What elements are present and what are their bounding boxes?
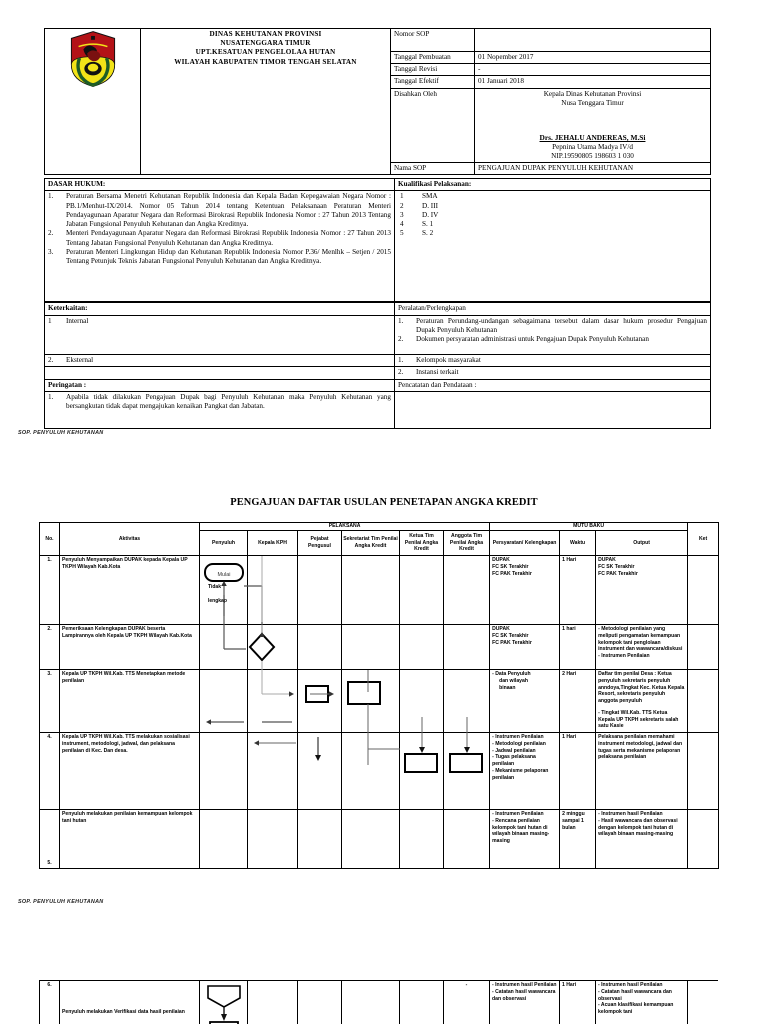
col-header-kepala-kph: Kepala KPH — [248, 530, 298, 555]
row-aktivitas: Kepala UP TKPH Wil.Kab. TTS melakukan sosialisasi instrument, metodologi, jadwal, dan pelaksana penilaian di Kec. Dan desa. — [60, 733, 200, 810]
flow-cell-pejabat-1 — [298, 556, 342, 625]
tanggal-revisi-value: - — [475, 64, 711, 76]
col-header-ket: Ket — [688, 523, 719, 556]
process-box — [342, 670, 400, 730]
flow-cell-kepala-kph-1 — [248, 556, 298, 625]
output-line: - Instrumen Penilaian — [598, 653, 650, 660]
flow-cell-kepala-kph-2 — [248, 625, 298, 670]
row-aktivitas: Pemeriksaan Kelengkapan DUPAK beserta Lampirannya oleh Kepala UP TKPH Wilayah Kab.Kota — [60, 625, 200, 670]
row-waktu: 1 hari — [560, 625, 596, 670]
nama-sop-value: PENGAJUAN DUPAK PENYULUH KEHUTANAN — [475, 163, 711, 175]
item-number: 4 — [400, 220, 404, 229]
row-waktu: 1 Hari — [560, 733, 596, 810]
process-box-small — [298, 670, 342, 730]
item-number: 2 — [400, 201, 404, 210]
sop-header-section — [44, 28, 710, 429]
dasar-hukum-item — [48, 229, 391, 247]
output-line: Pelaksana penilaian memahami instrument metodologi, jadwal dan tugas serta mekanisme pelaporan pelaksana penilaian — [598, 734, 683, 761]
flow-cell-sekretariat-1 — [342, 556, 400, 625]
flow-cell-penyuluh-3 — [200, 670, 248, 733]
peralatan-title: Peralatan/Perlengkapan — [395, 303, 711, 315]
item-number: 2. — [398, 335, 404, 344]
col-header-output: Output — [596, 530, 688, 555]
row-ket — [688, 625, 719, 670]
flowchart-table-page3 — [39, 980, 718, 1024]
keterkaitan-table — [44, 302, 711, 429]
persyaratan-line: - Instrumen Penilaian — [492, 734, 544, 741]
flow-cell-sekretariat-4 — [342, 733, 400, 810]
keterkaitan-internal — [45, 315, 395, 354]
col-header-sekretariat-tim: Sekretariat Tim Penilai Angka Kredit — [342, 530, 400, 555]
flow-cell-ketua-2 — [400, 625, 444, 670]
row-waktu: 2 Hari — [560, 670, 596, 733]
kualifikasi-list — [395, 191, 711, 302]
row-no: 1. — [40, 556, 60, 625]
output-line: - Acuan klasifikasi kemampuan kelompok tani — [598, 1002, 674, 1016]
flow-cell-anggota-1 — [444, 556, 490, 625]
item-number: 2. — [48, 355, 54, 364]
pengesah-nip: NIP.19590805 198603 1 030 — [551, 151, 634, 160]
flow-cell-pejabat-5 — [298, 810, 342, 869]
kualifikasi-item — [398, 192, 707, 201]
flow-cell-ketua-5 — [400, 810, 444, 869]
row-aktivitas: Penyuluh Menyampaikan DUPAK kepada Kepala UP TKPH Wilayah Kab.Kota — [60, 556, 200, 625]
pengesah-jabatan-2: Nusa Tenggara Timur — [561, 98, 624, 107]
dasar-hukum-list — [45, 191, 395, 302]
row-waktu: 1 Hari — [560, 556, 596, 625]
flow-cell-sekretariat-3 — [342, 670, 400, 733]
flow-cell-pejabat-4 — [298, 733, 342, 810]
item-text: D. III — [422, 201, 438, 210]
flow-cell-kepala-kph-4 — [248, 733, 298, 810]
flow-cell-pejabat-3 — [298, 670, 342, 733]
flow-cell-anggota-6: - — [444, 981, 490, 1024]
peringatan-list — [45, 392, 395, 429]
row-ket — [688, 810, 719, 869]
item-number: 2. — [48, 229, 54, 238]
flow-cell-kepala-kph-3 — [248, 670, 298, 733]
flow-cell-anggota-4 — [444, 733, 490, 810]
pencatatan-title: Pencatatan dan Pendataan : — [395, 379, 711, 391]
item-number: 1 — [400, 192, 404, 201]
col-header-aktivitas: Aktivitas — [60, 523, 200, 556]
persyaratan-line: - Instrumen Penilaian — [492, 811, 544, 818]
kualifikasi-item — [398, 229, 707, 238]
dasar-hukum-item — [48, 192, 391, 229]
keterkaitan-eksternal — [45, 354, 395, 366]
flow-cell-anggota-5 — [444, 810, 490, 869]
instansi-line-4: WILAYAH KABUPATEN TIMOR TENGAH SELATAN — [174, 57, 357, 66]
persyaratan-line: - Metodologi penilaian — [492, 740, 546, 747]
table-row — [40, 556, 719, 625]
item-text: Menteri Pendayagunaan Aparatur Negara dan Reformasi Birokrasi Republik Indonesia Nomor : 27 Tahun 2013 Tentang Jabatan Fungsional Penyuluh Kehutanan dan Angka Kreditnya. — [66, 229, 391, 247]
table-row — [40, 981, 719, 1024]
row-no: 2. — [40, 625, 60, 670]
item-text: SMA — [422, 192, 438, 201]
persyaratan-line: - Tugas pelaksana penilaian — [492, 754, 536, 768]
flow-cell-sekretariat-2 — [342, 625, 400, 670]
keterkaitan-title: Keterkaitan: — [45, 303, 395, 315]
output-line: DUPAK — [598, 557, 616, 564]
peralatan-group-1 — [395, 315, 711, 354]
persyaratan-line: - Catatan hasil wawancara dan observasi — [492, 988, 556, 1002]
item-text: S. 1 — [422, 220, 434, 229]
row-persyaratan — [490, 556, 560, 625]
flowchart-group-header-row — [40, 523, 719, 531]
row-output — [596, 981, 688, 1024]
row-no: 3. — [40, 670, 60, 733]
row-persyaratan — [490, 670, 560, 733]
col-header-persyaratan: Persyaratan/ Kelengkapan — [490, 530, 560, 555]
disahkan-oleh-value — [475, 88, 711, 162]
table-row — [40, 670, 719, 733]
item-number: 1. — [398, 355, 404, 364]
kualifikasi-item — [398, 220, 707, 229]
dasar-hukum-item — [48, 248, 391, 266]
flow-cell-ketua-4 — [400, 733, 444, 810]
flow-cell-anggota-2 — [444, 625, 490, 670]
output-line: - Instrumen hasil Penilaian — [598, 982, 663, 988]
coat-of-arms-icon — [69, 30, 117, 88]
row-output — [596, 556, 688, 625]
item-text: Internal — [66, 316, 89, 325]
persyaratan-line: FC PAK Terakhir — [492, 639, 532, 646]
mulai-label: Mulai — [217, 572, 231, 579]
row-persyaratan — [490, 625, 560, 670]
item-number: 5 — [400, 229, 404, 238]
item-text: Apabila tidak dilakukan Pengajuan Dupak bagi Penyuluh Kehutanan maka Penyuluh Kehutanan yang bersangkutan tidak dapat mengajukan kenaikan Pangkat dan Jabatan. — [66, 393, 391, 411]
item-number: 1 — [48, 316, 52, 325]
item-number: 3 — [400, 210, 404, 219]
persyaratan-line: dan wilayah — [499, 677, 528, 684]
row-output — [596, 625, 688, 670]
row-aktivitas: Kepala UP TKPH Wil.Kab. TTS Menetapkan metode penilaian — [60, 670, 200, 733]
sop-identity-table — [44, 28, 711, 175]
tanggal-pembuatan-value: 01 Nopember 2017 — [475, 52, 711, 64]
col-header-waktu: Waktu — [560, 530, 596, 555]
persyaratan-line: binaan — [499, 684, 516, 691]
col-header-penyuluh: Penyuluh — [200, 530, 248, 555]
output-line: - Hasil wawancara dan observasi dengan kelompok tani hutan di wilayah binaan masing-masing — [598, 817, 678, 838]
item-text: Kelompok masyarakat — [416, 355, 481, 364]
disahkan-oleh-label: Disahkan Oleh — [391, 88, 475, 162]
flow-cell-penyuluh-6 — [200, 981, 248, 1024]
manual-input-shape — [200, 981, 248, 1024]
peralatan-item — [398, 317, 707, 335]
item-text: Peraturan Menteri Lingkungan Hidup dan Kehutanan Republik Indonesia Nomor P.36/ Menlhk – Setjen / 2015 Tentang Petunjuk Teknis Jabatan Fungsional Penyuluh Kehutanan dan Angka Kreditnya. — [66, 247, 391, 265]
col-header-anggota-tim: Anggota Tim Penilai Angka Kredit — [444, 530, 490, 555]
row-no: 6. — [40, 981, 60, 1024]
row-ket — [688, 670, 719, 733]
persyaratan-line: DUPAK — [492, 626, 510, 633]
flow-cell-kepala-kph-6 — [248, 981, 298, 1024]
output-line: - Metodologi penilaian yang meliputi pengamatan kemampuan kelompok tani penglolaan instrument dan wawancara/diskusi — [598, 626, 683, 653]
col-header-pejabat-pengusul: Pejabat Pengusul — [298, 530, 342, 555]
connector-line — [248, 556, 298, 622]
item-number: 1. — [398, 316, 404, 325]
peralatan-item — [398, 335, 707, 344]
keterkaitan-row — [48, 317, 391, 326]
peralatan-group-3 — [395, 366, 711, 379]
item-number: 1. — [48, 192, 54, 201]
output-line: Daftar tim penilai Desa : Ketua penyuluh sekretaris penyuluh anndoya,Tingkat Kec. Ketua Kepala Resort, sekretaris penyuluh anggota penyuluh — [598, 671, 685, 705]
output-line: FC PAK Terakhir — [598, 570, 638, 577]
item-text: S. 2 — [422, 229, 434, 238]
peringatan-item — [48, 393, 391, 411]
item-number: 2. — [398, 367, 404, 376]
output-line: - Catatan hasil wawancara dan observasi — [598, 988, 672, 1002]
item-number: 3. — [48, 247, 54, 256]
item-text: D. IV — [422, 210, 439, 219]
process-box — [400, 733, 444, 807]
instansi-line-1: DINAS KEHUTANAN PROVINSI — [209, 30, 322, 38]
connector-elbow — [248, 670, 298, 730]
tanggal-efektif-label: Tanggal Efektif — [391, 76, 475, 88]
label-tidak: Tidak — [208, 584, 221, 591]
instansi-name — [141, 29, 391, 175]
connector-branch — [342, 733, 400, 807]
row-no: 4. — [40, 733, 60, 810]
peralatan-item — [398, 356, 707, 365]
table-row — [40, 810, 719, 869]
row-ket — [688, 556, 719, 625]
flow-cell-pejabat-2 — [298, 625, 342, 670]
dasar-hukum-title: DASAR HUKUM: — [45, 179, 395, 191]
persyaratan-line: FC PAK Terakhir — [492, 570, 532, 577]
row-aktivitas: Penyuluh melakukan penilaian kemampuan kelompok tani hutan — [60, 810, 200, 869]
item-text: Eksternal — [66, 355, 94, 364]
keterkaitan-row — [48, 356, 391, 365]
label-lengkap: lengkap — [208, 598, 227, 605]
nama-sop-label: Nama SOP — [391, 163, 475, 175]
flowchart-table-page3-wrapper — [39, 980, 718, 1024]
kualifikasi-item — [398, 211, 707, 220]
pencatatan-body — [395, 392, 711, 429]
col-header-ketua-tim: Ketua Tim Penilai Angka Kredit — [400, 530, 444, 555]
process-box — [444, 733, 490, 807]
item-number: 1. — [48, 393, 54, 402]
row-output — [596, 670, 688, 733]
tanggal-efektif-value: 01 Januari 2018 — [475, 76, 711, 88]
peralatan-group-2 — [395, 354, 711, 366]
persyaratan-line: - Rencana penilaian kelompok tani hutan di wilayah binaan masing-masing — [492, 817, 550, 845]
row-ket — [688, 981, 719, 1024]
tanggal-pembuatan-label: Tanggal Pembuatan — [391, 52, 475, 64]
table-row — [40, 733, 719, 810]
flowchart-title: PENGAJUAN DAFTAR USULAN PENETAPAN ANGKA KREDIT — [230, 497, 538, 508]
peringatan-title: Peringatan : — [45, 379, 395, 391]
pengesah-jabatan-1: Kepala Dinas Kehutanan Provinsi — [543, 89, 642, 98]
pengesah-nama: Drs. JEHALU ANDEREAS, M.Si — [539, 133, 646, 143]
item-text: Instansi terkait — [416, 367, 459, 376]
flow-cell-pejabat-6 — [298, 981, 342, 1024]
output-line: FC SK Terakhir — [598, 563, 635, 570]
row-output — [596, 733, 688, 810]
flow-cell-ketua-6 — [400, 981, 444, 1024]
row-ket — [688, 733, 719, 810]
row-persyaratan — [490, 733, 560, 810]
flowchart-table — [39, 522, 719, 869]
connector-return-arrow — [200, 670, 248, 730]
peralatan-item — [398, 368, 707, 377]
decision-diamond-shape — [248, 625, 298, 667]
keterkaitan-blank — [45, 366, 395, 379]
dasar-hukum-table — [44, 178, 711, 302]
output-line: - Instrumen hasil Penilaian — [598, 811, 663, 818]
connector-left-arrow — [248, 733, 298, 807]
group-header-pelaksana: PELAKSANA — [200, 523, 490, 531]
connector-elbow — [200, 625, 248, 667]
kualifikasi-title: Kualifikasi Pelaksanan: — [395, 179, 711, 191]
logo-cell — [45, 29, 141, 175]
flow-cell-sekretariat-5 — [342, 810, 400, 869]
output-line: - Tingkat Wil.Kab. TTS Ketua Kepala UP TKPH sekretaris salah satu Kasie — [598, 709, 679, 730]
persyaratan-line: FC SK Terakhir — [492, 632, 529, 639]
row-aktivitas: Penyuluh melakukan Verifikasi data hasil penilaian — [60, 981, 200, 1024]
row-persyaratan — [490, 810, 560, 869]
row-output — [596, 810, 688, 869]
kualifikasi-item — [398, 202, 707, 211]
flow-cell-penyuluh-5 — [200, 810, 248, 869]
persyaratan-line: DUPAK — [492, 557, 510, 564]
page-footer-note-1: SOP. PENYULUH KEHUTANAN — [18, 430, 104, 436]
col-header-no: No. — [40, 523, 60, 556]
persyaratan-line: - Jadwal penilaian — [492, 747, 536, 754]
item-text: Peraturan Perundang-undangan sebagaimana tersebut dalam dasar hukum prosedur Pengajuan Dupak Penyuluh Kehutanan — [416, 316, 707, 334]
row-persyaratan — [490, 981, 560, 1024]
table-row — [40, 625, 719, 670]
tanggal-revisi-label: Tanggal Revisi — [391, 64, 475, 76]
page-footer-note-2: SOP. PENYULUH KEHUTANAN — [18, 899, 104, 905]
instansi-line-2: NUSATENGGARA TIMUR — [220, 39, 311, 48]
row-waktu: 2 minggu sampai 1 bulan — [560, 810, 596, 869]
persyaratan-line: - Mekanisme pelaporan penilaian — [492, 767, 549, 781]
group-header-mutu-baku: MUTU BAKU — [490, 523, 688, 531]
flowchart-table-wrapper — [39, 522, 718, 869]
flow-cell-kepala-kph-5 — [248, 810, 298, 869]
instansi-line-3: UPT.KESATUAN PENGELOLAA HUTAN — [195, 48, 336, 57]
nomor-sop-value — [475, 29, 711, 52]
persyaratan-line: FC SK Terakhir — [492, 563, 529, 570]
item-text: Peraturan Bersama Menetri Kehutanan Republik Indonesia dan Kepala Badan Kepegawaian Negara Nomor : PB.1/Menhut-IX/2014. Nomor 05 Tahun 2014 tentang Ketentuan Pelaksanaan Peraturan Menteri Pendayagunaan Aparatur Negara dan Reformasi Birokrasi Republik Indonesia Nomor : 27 Tahun 2013 Tentang Jabatan Fungsional Penyuluh Kehutanan dan Angka Kreditnya. — [66, 192, 391, 229]
persyaratan-line: - Instrumen hasil Penilaian — [492, 982, 557, 988]
persyaratan-line: - Data Penyuluh — [492, 671, 531, 678]
item-text: Dokumen persyaratan administrasi untuk Pengajuan Dupak Penyuluh Kehutanan — [416, 335, 649, 344]
flow-cell-penyuluh-2 — [200, 625, 248, 670]
nomor-sop-label: Nomor SOP — [391, 29, 475, 52]
row-waktu: 1 Hari — [560, 981, 596, 1024]
connector-down-arrow — [298, 733, 342, 807]
flow-cell-ketua-1 — [400, 556, 444, 625]
pengesah-pangkat: Pepnina Utama Madya IV/d — [552, 142, 633, 151]
flow-cell-sekretariat-6 — [342, 981, 400, 1024]
row-no: 5. — [40, 810, 60, 869]
flow-cell-penyuluh-4 — [200, 733, 248, 810]
